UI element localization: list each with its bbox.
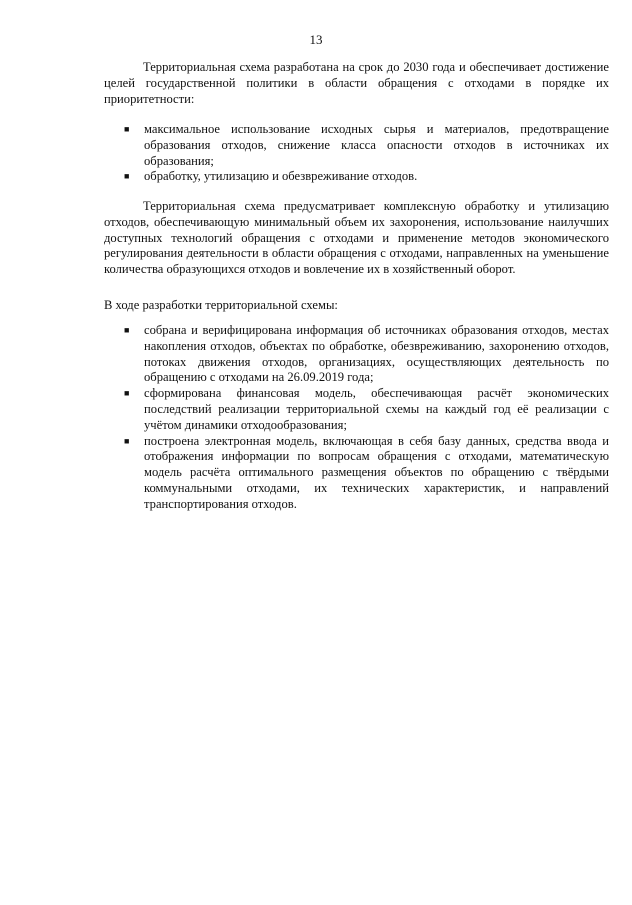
square-bullet-icon: ■	[124, 124, 130, 134]
page-number: 13	[309, 32, 323, 47]
square-bullet-icon: ■	[124, 171, 130, 182]
priorities-list-block	[104, 122, 609, 185]
development-list	[104, 323, 609, 513]
development-item-text: собрана и верифицирована информация об источниках образования отходов, местах накопления отходов, объектах по обработке, обезвреживанию, захоронению отходов, потоках движения отходов, организациях, осуществляющих деятельность по обращению с отходами на 26.09.2019 года;	[144, 323, 609, 385]
scheme-paragraph: Территориальная схема предусматривает комплексную обработку и утилизацию отходов, обеспечивающую минимальный объем их захоронения, использование наилучших доступных технологий обращения с отходами и применение методов экономического регулирования деятельности в области обращения с отходами, направленных на уменьшение количества образующихся отходов и вовлечение их в хозяйственный оборот.	[104, 199, 609, 277]
intro-paragraph: Территориальная схема разработана на срок до 2030 года и обеспечивает достижение целей государственной политики в области обращения с отходами в порядке их приоритетности:	[104, 60, 609, 106]
square-bullet-icon: ■	[124, 435, 130, 446]
priority-item	[104, 122, 609, 169]
square-bullet-icon: ■	[124, 388, 130, 399]
development-item	[104, 434, 609, 513]
priority-item-text: максимальное использование исходных сырья и материалов, предотвращение образования отходов, снижение класса опасности отходов в источниках их образования;	[144, 122, 609, 168]
development-heading-block	[104, 298, 609, 314]
development-item-text: построена электронная модель, включающая в себя базу данных, средства ввода и отображения информации по вопросам обращения с отходами, математическую модель расчёта оптимального размещения объектов по обращению с твёрдыми коммунальными отходами, их технических характеристик, и направлений транспортирования отходов.	[144, 433, 609, 511]
intro-block	[104, 60, 609, 107]
development-list-block	[104, 323, 609, 513]
priority-item-text: обработку, утилизацию и обезвреживание отходов.	[144, 169, 418, 184]
priorities-list	[104, 122, 609, 185]
development-item	[104, 323, 609, 386]
square-bullet-icon: ■	[124, 325, 130, 335]
scheme-block	[104, 199, 609, 278]
development-item-text: сформирована финансовая модель, обеспечивающая расчёт экономических последствий реализации территориальной схемы на каждый год её реализации с учётом динамики отходообразования;	[144, 386, 609, 432]
priority-item	[104, 169, 609, 185]
development-paragraph: В ходе разработки территориальной схемы:	[104, 298, 338, 312]
development-item	[104, 386, 609, 433]
